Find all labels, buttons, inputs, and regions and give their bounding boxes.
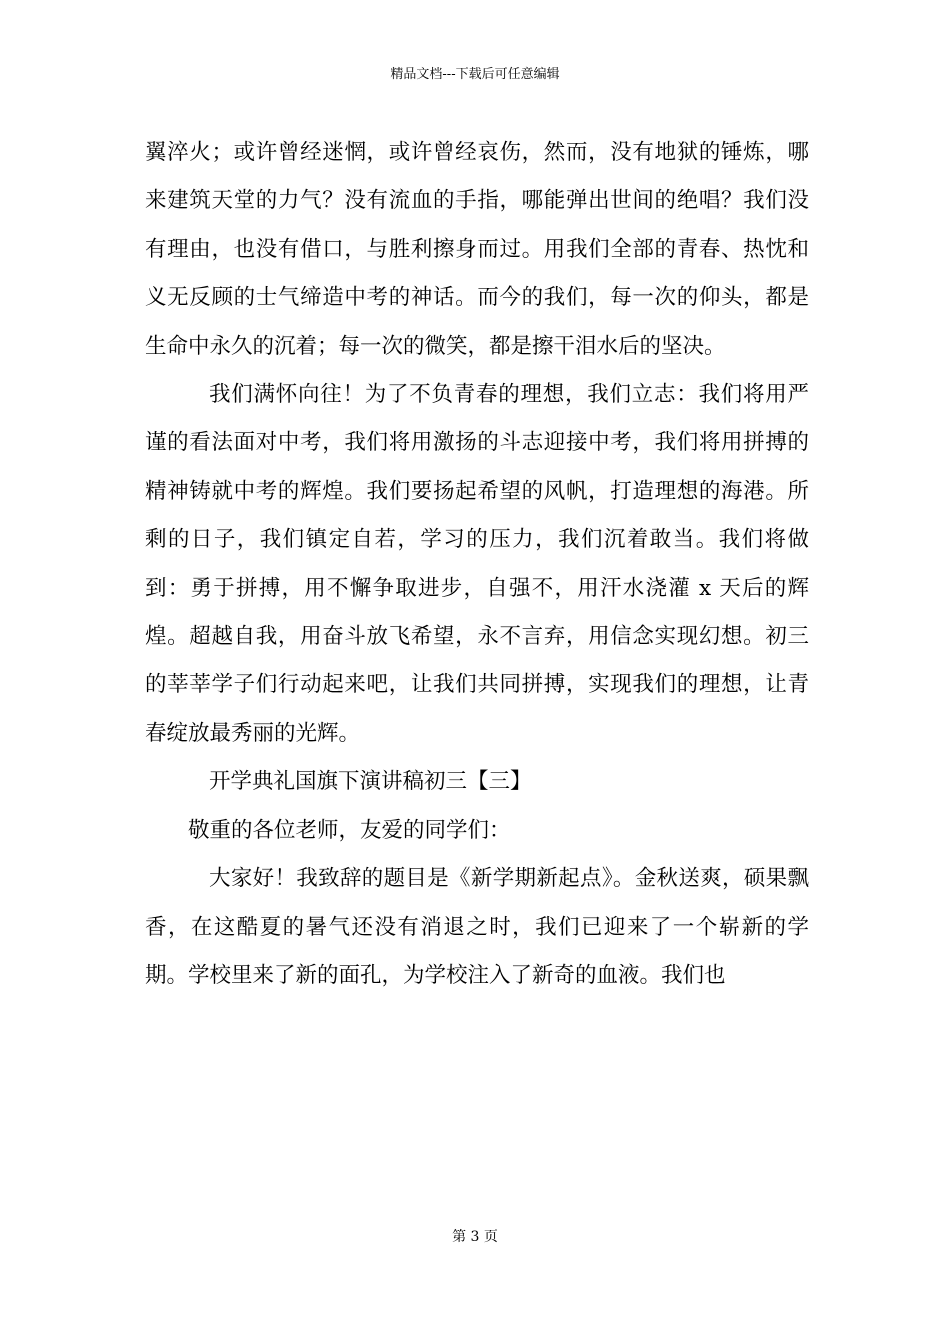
paragraph-aspiration: 我们满怀向往！为了不负青春的理想，我们立志：我们将用严谨的看法面对中考，我们将用激扬的斗志迎接中考，我们将用拼搏的精神铸就中考的辉煌。我们要扬起希望的风帆，打造理想的海港。所剩的日子，我们镇定自若，学习的压力，我们沉着敢当。我们将做到：勇于拼搏，用不懈争取进步，自强不，用汗水浇灌 x 天后的辉煌。超越自我，用奋斗放飞希望，永不言弃，用信念实现幻想。初三的莘莘学子们行动起来吧，让我们共同拼搏，实现我们的理想，让青春绽放最秀丽的光辉。: [145, 382, 809, 746]
page-header: 精品文档---下载后可任意编辑: [390, 67, 560, 82]
paragraph-continuation: 翼淬火；或许曾经迷惘，或许曾经哀伤，然而，没有地狱的锤炼，哪来建筑天堂的力气？没有流血的手指，哪能弹出世间的绝唱？我们没有理由，也没有借口，与胜利擦身而过。用我们全部的青春、热忱和义无反顾的士气缔造中考的神话。而今的我们，每一次的仰头，都是生命中永久的沉着；每一次的微笑，都是擦干泪水后的坚决。: [145, 140, 809, 359]
page-number: 第 3 页: [452, 1229, 498, 1245]
salutation: 敬重的各位老师，友爱的同学们：: [188, 817, 511, 843]
paragraph-speech-opening: 大家好！我致辞的题目是《新学期新起点》。金秋送爽，硕果飘香，在这酷夏的暑气还没有消退之时，我们已迎来了一个崭新的学期。学校里来了新的面孔，为学校注入了新奇的血液。我们也: [145, 866, 809, 988]
document-body: [145, 129, 809, 1000]
section-heading: 开学典礼国旗下演讲稿初三【三】: [209, 769, 532, 795]
